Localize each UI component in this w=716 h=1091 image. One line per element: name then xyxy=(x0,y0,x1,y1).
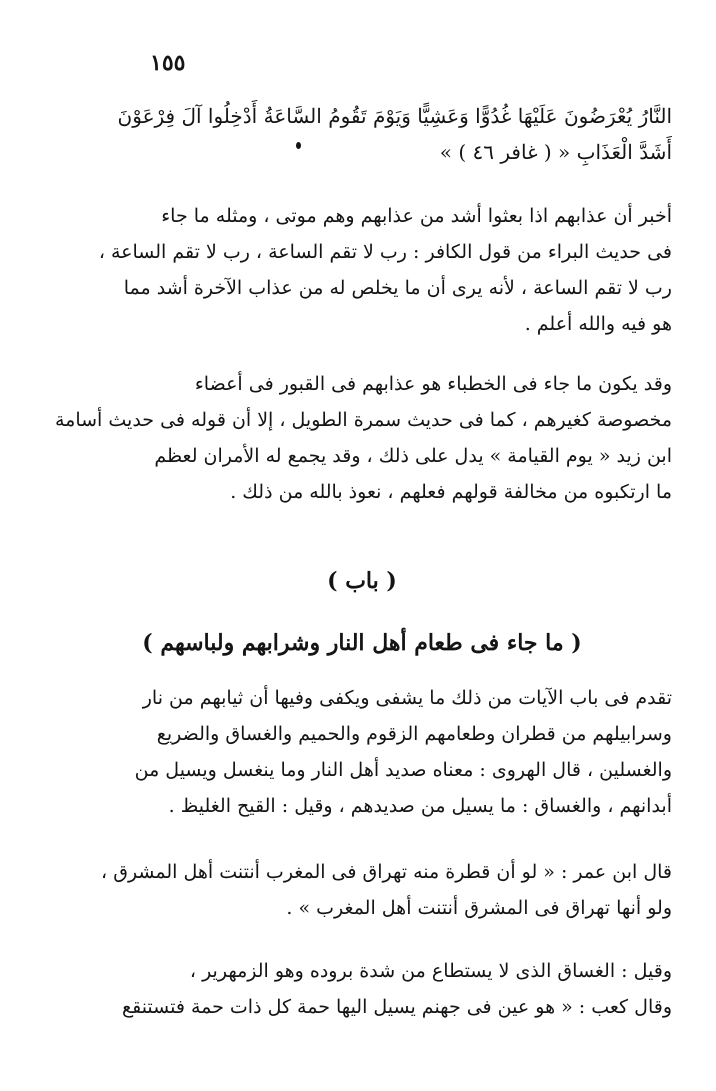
text-line: أَشَدَّ الْعَذَابِ « ( غافر ٤٦ ) » xyxy=(439,140,672,164)
text-line: وقيل : الغساق الذى لا يستطاع من شدة بروده وهو الزمهرير ، xyxy=(189,960,672,982)
paragraph-1 xyxy=(52,198,672,342)
text-line: هو فيه والله أعلم . xyxy=(524,313,672,335)
text-line: النَّارُ يُعْرَضُونَ عَلَيْهَا غُدُوًّا وَعَشِيًّا وَيَوْمَ تَقُومُ السَّاعَةُ أَدْخِلُوا آلَ فِرْعَوْنَ xyxy=(117,104,672,128)
text-line: أخبر أن عذابهم اذا بعثوا أشد من عذابهم وهم موتى ، ومثله ما جاء xyxy=(161,205,672,227)
text-line: وقد يكون ما جاء فى الخطباء هو عذابهم فى القبور فى أعضاء xyxy=(194,373,672,395)
paragraph-2 xyxy=(52,366,672,510)
text-line: ما ارتكبوه من مخالفة قولهم فعلهم ، نعوذ بالله من ذلك . xyxy=(230,481,672,503)
text-line: رب لا تقم الساعة ، لأنه يرى أن ما يخلص له من عذاب الآخرة أشد مما xyxy=(123,277,672,299)
quran-verse xyxy=(52,98,672,170)
page-number: ١٥٥ xyxy=(150,50,186,76)
text-line: ابن زيد « يوم القيامة » يدل على ذلك ، وقد يجمع له الأمران لعظم xyxy=(154,445,672,467)
section-heading: ( باب ) xyxy=(327,568,397,594)
paragraph-4 xyxy=(52,854,672,926)
paragraph-5 xyxy=(52,953,672,1025)
ink-mark xyxy=(296,142,301,149)
text-line: قال ابن عمر : « لو أن قطرة منه تهراق فى المغرب أنتنت أهل المشرق ، xyxy=(101,861,672,883)
text-line: تقدم فى باب الآيات من ذلك ما يشفى ويكفى وفيها أن ثيابهم من نار xyxy=(142,687,672,709)
text-line: وسرابيلهم من قطران وطعامهم الزقوم والحميم والغساق والضريع xyxy=(156,723,672,745)
text-line: ولو أنها تهراق فى المشرق أنتنت أهل المغرب » . xyxy=(286,897,672,919)
text-line: فى حديث البراء من قول الكافر : رب لا تقم الساعة ، رب لا تقم الساعة ، xyxy=(98,241,672,263)
section-subheading: ( ما جاء فى طعام أهل النار وشرابهم ولباسهم ) xyxy=(142,630,582,656)
text-line: أبدانهم ، والغساق : ما يسيل من صديدهم ، وقيل : القيح الغليظ . xyxy=(168,795,672,817)
text-line: والغسلين ، قال الهروى : معناه صديد أهل النار وما ينغسل ويسيل من xyxy=(134,759,672,781)
paragraph-3 xyxy=(52,680,672,824)
text-line: مخصوصة كغيرهم ، كما فى حديث سمرة الطويل ، إلا أن قوله فى حديث أسامة xyxy=(54,409,672,431)
text-line: وقال كعب : « هو عين فى جهنم يسيل اليها حمة كل ذات حمة فتستنقع xyxy=(121,996,672,1018)
